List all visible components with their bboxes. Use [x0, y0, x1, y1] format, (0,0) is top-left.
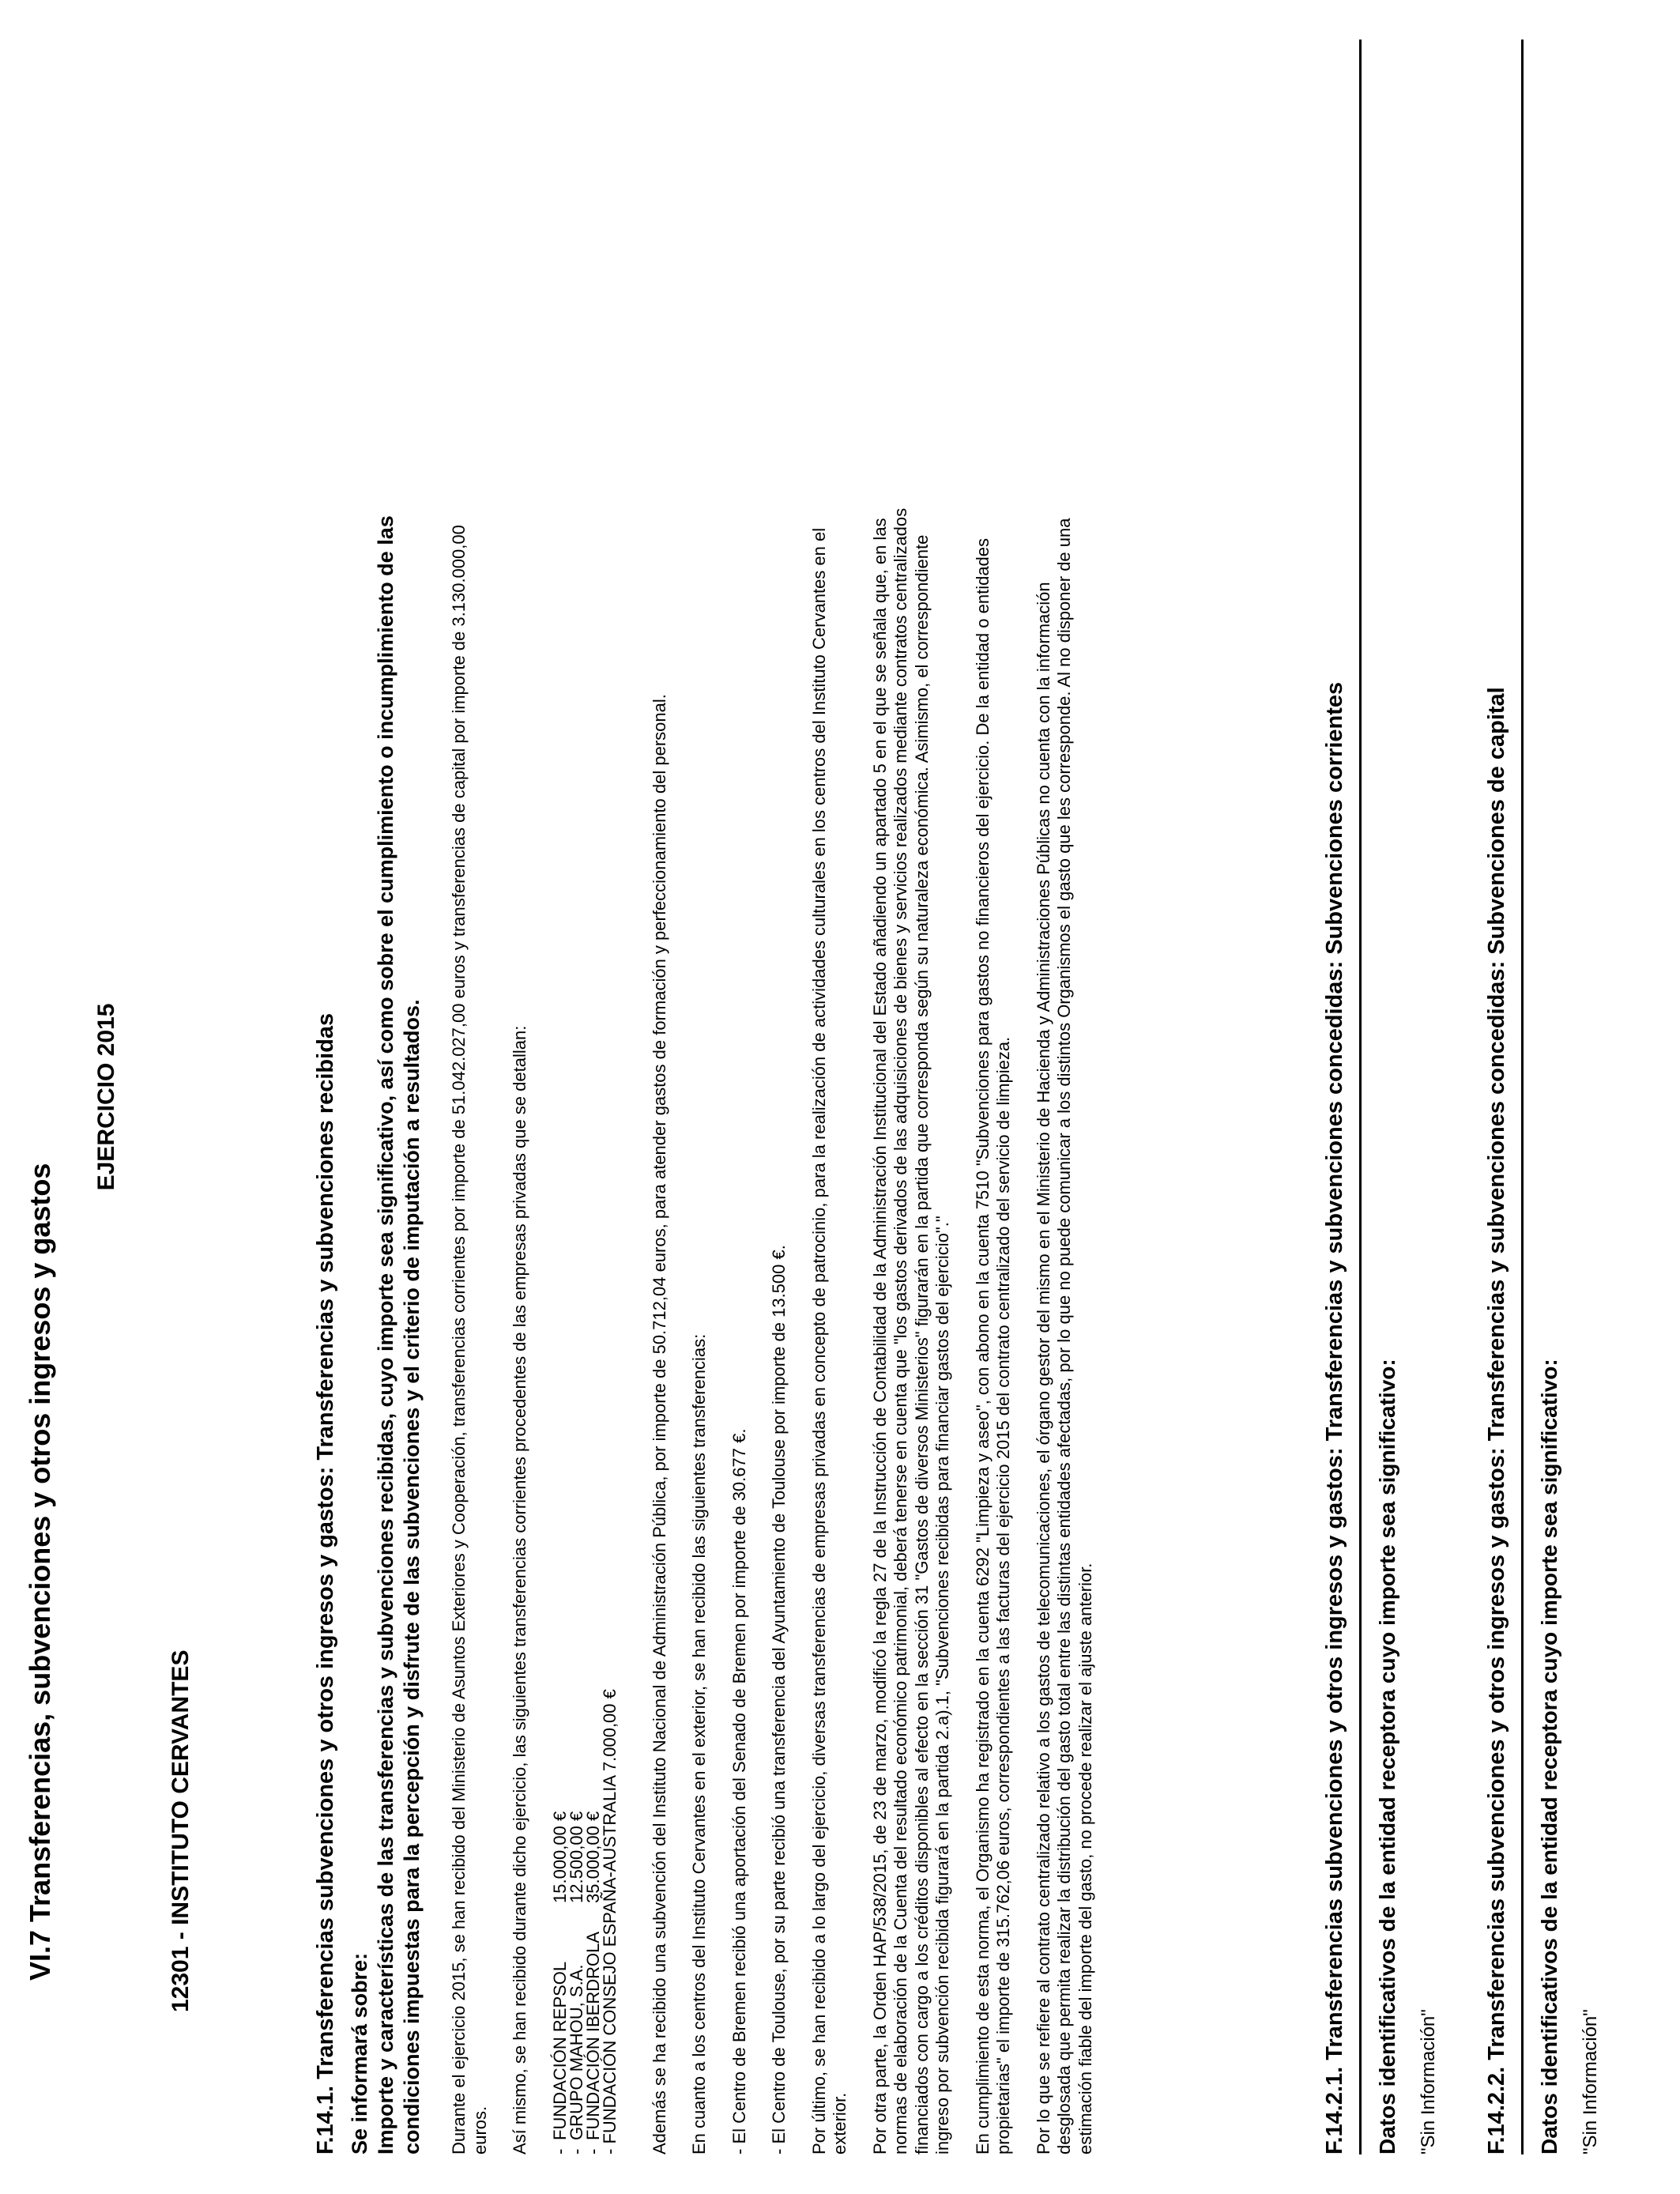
donor-row [568, 60, 585, 2154]
paragraph: - El Centro de Bremen recibió una aportación del Senado de Bremen por importe de 30.677 €. [729, 1428, 749, 2154]
section-received [313, 60, 1096, 2154]
section-capital-heading: F.14.2.2. Transferencias subvenciones y otros ingresos y gastos: Transferencias y subvenciones concedidas: Subvenciones de capital [1484, 687, 1509, 2154]
paragraph: euros. [469, 2105, 490, 2154]
donor-name: FUNDACIÓN REPSOL [549, 1961, 570, 2140]
donor-amount: 12.500,00 € [566, 1811, 586, 1903]
list-dash: - [566, 2148, 586, 2154]
page-title: VI.7 Transferencias, subvenciones y otros ingresos y gastos [24, 1163, 56, 1981]
paragraph: En cuanto a los centros del Instituto Cervantes en el exterior, se han recibido las siguientes transferencias: [689, 1333, 709, 2154]
paragraph: Así mismo, se han recibido durante dicho ejercicio, las siguientes transferencias corrientes procedentes de las empresas privadas que se detallan: [510, 1025, 529, 2154]
donor-row [549, 60, 570, 2154]
list-dash: - [582, 2148, 603, 2154]
list-dash: - [549, 2148, 570, 2154]
paragraph: En cumplimiento de esta norma, el Organismo ha registrado en la cuenta 6292 "Limpieza y aseo", con abono en la cuenta 7510 "Subvenciones para gastos no financieros del ejercicio. De la entidad o entidades [972, 537, 993, 2154]
donor-list [549, 60, 620, 2154]
donor-name: FUNDACIÓN IBERDROLA [582, 1931, 603, 2140]
recipient-value: "Sin Información" [1580, 2009, 1601, 2154]
recipient-subheading: Datos identificativos de la entidad receptora cuyo importe sea significativo: [1537, 1359, 1561, 2154]
paragraph: estimación fiable del importe del gasto, no procede realizar el ajuste anterior. [1075, 1563, 1095, 2154]
section-received-heading: F.14.1. Transferencias subvenciones y otros ingresos y gastos: Transferencias y subvenciones recibidas [313, 1012, 338, 2154]
paragraph: propietarias" el importe de 315.762,06 euros, correspondientes a las facturas del ejercicio 2015 del contrato centralizado del servicio de limpieza. [993, 1036, 1013, 2154]
donor-amount: 15.000,00 € [549, 1811, 570, 1903]
intro-label: Se informará sobre: [348, 1952, 371, 2154]
recipient-subheading: Datos identificativos de la entidad receptora cuyo importe sea significativo: [1375, 1359, 1399, 2154]
donor-row [582, 60, 603, 2154]
section-current-grants [1322, 60, 1348, 2154]
paragraph: Además se ha recibido una subvención del Instituto Nacional de Administración Pública, por importe de 50.712,04 euros, para atender gastos de formación y perfeccionamiento del personal. [649, 694, 669, 2154]
paragraph: Durante el ejercicio 2015, se han recibido del Ministerio de Asuntos Exteriores y Cooperación, transferencias corrientes por importe de 51.042.027,00 euros y transferencias de capital por importe de 3.130.000,00 [449, 525, 469, 2154]
paragraph: - El Centro de Toulouse, por su parte recibió una transferencia del Ayuntamiento de Toulouse por importe de 13.500 €. [769, 1245, 789, 2154]
section-capital-grants [1484, 60, 1510, 2154]
donor-amount: 35.000,00 € [582, 1811, 603, 1903]
section-divider [1359, 40, 1362, 2154]
paragraph: financiados con cargo a los créditos disponibles al efecto en la sección 31 "Gastos de diversos Ministerios" figurarán en la partida que corresponda según su naturaleza económica. Asimismo, el correspondiente [911, 534, 932, 2154]
paragraph: Por último, se han recibido a lo largo del ejercicio, diversas transferencias de empresas privadas en concepto de patrocinio, para la realización de actividades culturales en los centros del Instituto Cervantes en el [808, 527, 829, 2154]
paragraph: normas de elaboración de la Cuenta del resultado económico patrimonial, deberá tenerse en cuenta que "los gastos derivados de las adquisiciones de bienes y servicios realizados mediante contratos centralizados [891, 507, 910, 2154]
paragraph: Por otra parte, la Orden HAP/538/2015, de 23 de marzo, modificó la regla 27 de la Instrucción de Contabilidad de la Administración Institucional del Estado añadiendo un apartado 5 en el que se señala que, en las [869, 518, 890, 2154]
entity-heading: 12301 - INSTITUTO CERVANTES [168, 1649, 194, 2012]
donor-name: GRUPO MAHOU, S.A. [566, 1964, 586, 2140]
exercise-heading: EJERCICIO 2015 [93, 1003, 119, 1191]
paragraph: ingreso por subvención recibida figurará en la partida 2.a).1, "Subvenciones recibidas para financiar gastos del ejercicio"." [932, 1216, 952, 2154]
section-capital-body [1537, 60, 1602, 2154]
paragraph: exterior. [830, 2092, 849, 2154]
section-divider [1521, 40, 1524, 2154]
paragraph: desglosada que permita realizar la distribución del gasto total entre las distintas entidades afectadas, por lo que no puede comunicar a los distintos Organismos el gasto que les corresponde. Al no disponer de una [1054, 518, 1074, 2154]
section-current-heading: F.14.2.1. Transferencias subvenciones y otros ingresos y gastos: Transferencias y subvenciones concedidas: Subvenciones corrientes [1322, 681, 1347, 2154]
intro-line: Importe y características de las transferencias y subvenciones recibidas, cuyo importe sea significativo, así como sobre el cumplimiento o incumplimiento de las [374, 515, 397, 2154]
section-current-body [1375, 60, 1440, 2154]
donor-last: - FUNDACIÓN CONSEJO ESPAÑA-AUSTRALIA 7.000,00 € [599, 1689, 620, 2154]
donor-row [601, 60, 618, 2154]
intro-line: condiciones impuestas para la percepción y disfrute de las subvenciones y el criterio de imputación a resultados. [400, 999, 424, 2154]
paragraph: Por lo que se refiere al contrato centralizado relativo a los gastos de telecomunicaciones, el órgano gestor del mismo en el Ministerio de Hacienda y Administraciones Públicas no cuenta con la información [1033, 582, 1053, 2154]
recipient-value: "Sin Información" [1418, 2009, 1439, 2154]
